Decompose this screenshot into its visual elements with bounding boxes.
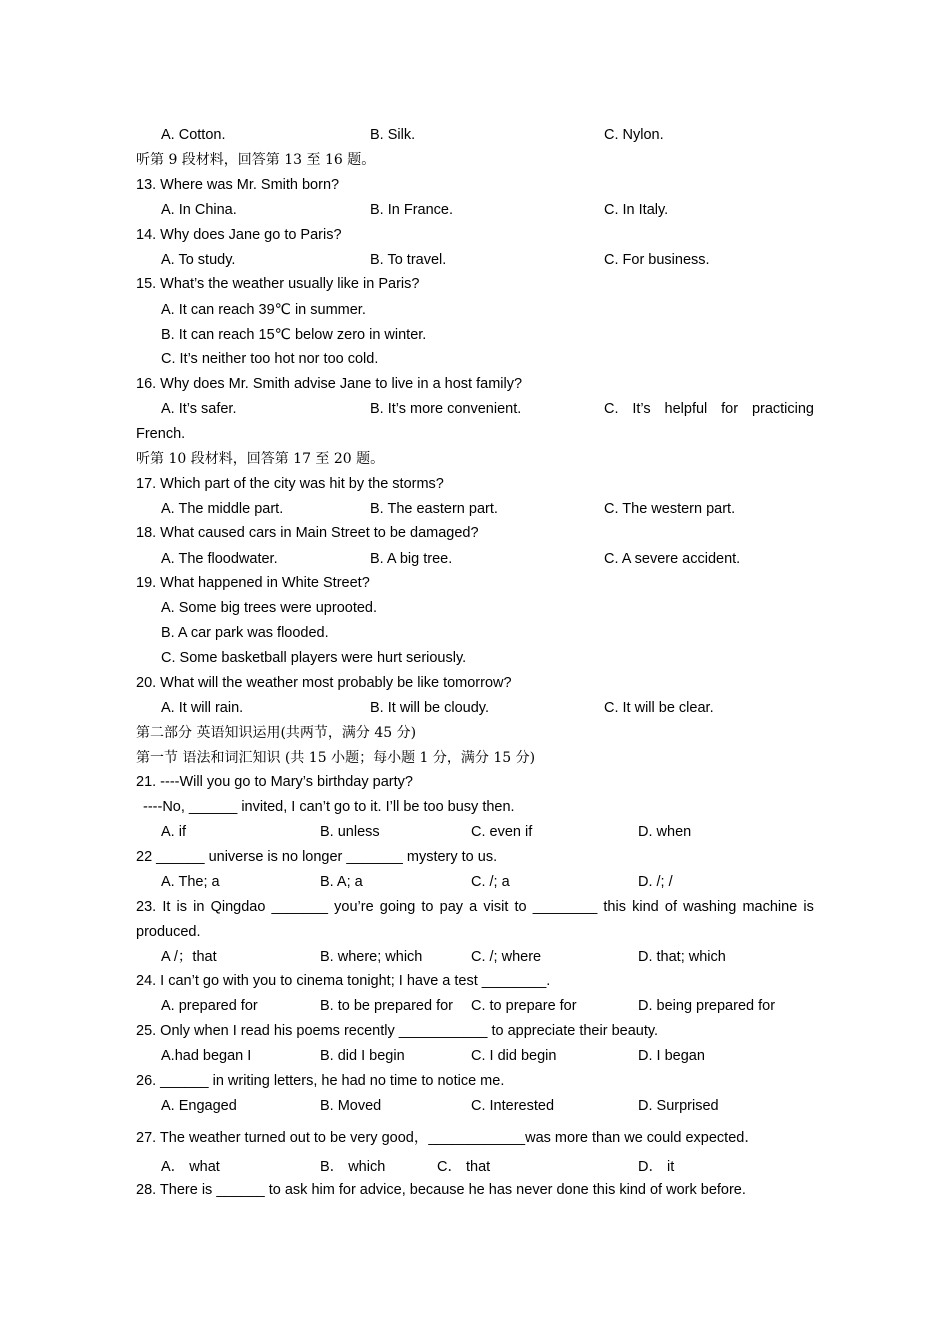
q19-option-a: A. Some big trees were uprooted.: [161, 600, 378, 616]
q18-stem: 18. What caused cars in Main Street to be damaged?: [136, 525, 479, 541]
q21-option-a: A. if: [161, 824, 186, 840]
q24-option-d: D. being prepared for: [638, 998, 776, 1014]
q27-option-d: D． it: [638, 1159, 675, 1175]
q19-option-c: C. Some basketball players were hurt seriously.: [161, 650, 467, 666]
q13-option-a: A. In China.: [161, 202, 237, 218]
q15-option-a: A. It can reach 39℃ in summer.: [161, 302, 366, 318]
q20-option-b: B. It will be cloudy.: [370, 700, 490, 716]
q23-stem-continued: produced.: [136, 924, 201, 940]
q22-option-a: A. The; a: [161, 874, 220, 890]
word: going: [379, 899, 416, 915]
part-2-section-1-heading: 第一节 语法和词汇知识 (共 15 小题；每小题 1 分，满分 15 分): [136, 750, 536, 766]
q21-reply: ----No, ______ invited, I can’t go to it. I’ll be too busy then.: [143, 799, 515, 815]
word: washing: [683, 899, 737, 915]
q18-option-b: B. A big tree.: [370, 551, 453, 567]
q24-option-c: C. to prepare for: [471, 998, 577, 1014]
q18-option-c: C. A severe accident.: [604, 551, 741, 567]
q16-stem: 16. Why does Mr. Smith advise Jane to live in a host family?: [136, 376, 523, 392]
word: pay: [439, 899, 464, 915]
q24-stem: 24. I can’t go with you to cinema tonight; I have a test ________.: [136, 973, 551, 989]
q26-option-d: D. Surprised: [638, 1098, 719, 1114]
q26-option-a: A. Engaged: [161, 1098, 237, 1114]
q15-option-c: C. It’s neither too hot nor too cold.: [161, 351, 379, 367]
q25-option-d: D. I began: [638, 1048, 705, 1064]
q25-option-a: A.had began I: [161, 1048, 252, 1064]
q17-stem: 17. Which part of the city was hit by the storms?: [136, 476, 444, 492]
q16-option-c-continued: French.: [136, 426, 186, 442]
q19-stem: 19. What happened in White Street?: [136, 575, 370, 591]
word: visit: [483, 899, 509, 915]
q14-stem: 14. Why does Jane go to Paris?: [136, 227, 342, 243]
q19-option-b: B. A car park was flooded.: [161, 625, 329, 641]
q27-option-c: C． that: [437, 1159, 491, 1175]
word: Qingdao: [210, 899, 266, 915]
word: to: [514, 899, 527, 915]
q23-stem: [136, 898, 814, 916]
word: 23.: [136, 899, 157, 915]
q16-option-c: [604, 400, 814, 418]
q26-option-b: B. Moved: [320, 1098, 382, 1114]
q14-option-b: B. To travel.: [370, 252, 447, 268]
word: is: [803, 899, 814, 915]
q20-option-a: A. It will rain.: [161, 700, 244, 716]
q26-stem: 26. ______ in writing letters, he had no time to notice me.: [136, 1073, 505, 1089]
q16-option-a: A. It’s safer.: [161, 401, 237, 417]
q12-option-b: B. Silk.: [370, 127, 416, 143]
q23-option-c: C. /; where: [471, 949, 542, 965]
q23-option-d: D. that; which: [638, 949, 726, 965]
q21-option-d: D. when: [638, 824, 692, 840]
word: machine: [742, 899, 798, 915]
q25-stem: 25. Only when I read his poems recently ___________ to appreciate their beauty.: [136, 1023, 659, 1039]
q22-option-b: B. A; a: [320, 874, 363, 890]
q16-option-b: B. It’s more convenient.: [370, 401, 522, 417]
word: C.: [604, 401, 619, 417]
blank: ________: [532, 899, 598, 915]
q21-option-c: C. even if: [471, 824, 533, 840]
q27-option-a: A． what: [161, 1159, 220, 1175]
q27-stem: 27. The weather turned out to be very good，____________was more than we could expected．: [136, 1130, 759, 1146]
word: you’re: [334, 899, 374, 915]
q15-stem: 15. What’s the weather usually like in Paris?: [136, 276, 420, 292]
word: helpful: [664, 401, 708, 417]
q14-option-c: C. For business.: [604, 252, 710, 268]
word: It: [162, 899, 171, 915]
part-2-heading: 第二部分 英语知识运用(共两节，满分 45 分): [136, 725, 417, 741]
q22-option-d: D. /; /: [638, 874, 673, 890]
q14-option-a: A. To study.: [161, 252, 236, 268]
word: is: [176, 899, 187, 915]
q13-option-c: C. In Italy.: [604, 202, 669, 218]
q25-option-c: C. I did begin: [471, 1048, 557, 1064]
q17-option-b: B. The eastern part.: [370, 501, 498, 517]
q28-stem: 28. There is ______ to ask him for advice, because he has never done this kind of work before.: [136, 1182, 746, 1198]
q12-option-a: A. Cotton.: [161, 127, 226, 143]
section-10-instruction: 听第 10 段材料，回答第 17 至 20 题。: [136, 451, 385, 467]
q18-option-a: A. The floodwater.: [161, 551, 278, 567]
q13-stem: 13. Where was Mr. Smith born?: [136, 177, 340, 193]
q24-option-b: B. to be prepared for: [320, 998, 453, 1014]
q26-option-c: C. Interested: [471, 1098, 555, 1114]
q27-option-b: B． which: [320, 1159, 386, 1175]
q13-option-b: B. In France.: [370, 202, 454, 218]
q20-stem: 20. What will the weather most probably be like tomorrow?: [136, 675, 512, 691]
word: this: [603, 899, 626, 915]
word: of: [664, 899, 677, 915]
q15-option-b: B. It can reach 15℃ below zero in winter.: [161, 327, 427, 343]
word: to: [421, 899, 434, 915]
q12-option-c: C. Nylon.: [604, 127, 664, 143]
q17-option-c: C. The western part.: [604, 501, 736, 517]
q21-option-b: B. unless: [320, 824, 380, 840]
q25-option-b: B. did I begin: [320, 1048, 405, 1064]
word: kind: [632, 899, 659, 915]
q23-option-a: A /；that: [161, 949, 217, 965]
q20-option-c: C. It will be clear.: [604, 700, 714, 716]
q22-stem: 22 ______ universe is no longer _______ mystery to us.: [136, 849, 498, 865]
word: in: [193, 899, 205, 915]
word: It’s: [632, 401, 651, 417]
q22-option-c: C. /; a: [471, 874, 510, 890]
q24-option-a: A. prepared for: [161, 998, 258, 1014]
blank: _______: [271, 899, 328, 915]
q23-option-b: B. where; which: [320, 949, 423, 965]
word: practicing: [751, 401, 814, 417]
section-9-instruction: 听第 9 段材料，回答第 13 至 16 题。: [136, 152, 376, 168]
word: for: [721, 401, 739, 417]
q21-stem: 21. ----Will you go to Mary’s birthday party?: [136, 774, 413, 790]
word: a: [469, 899, 478, 915]
q17-option-a: A. The middle part.: [161, 501, 284, 517]
